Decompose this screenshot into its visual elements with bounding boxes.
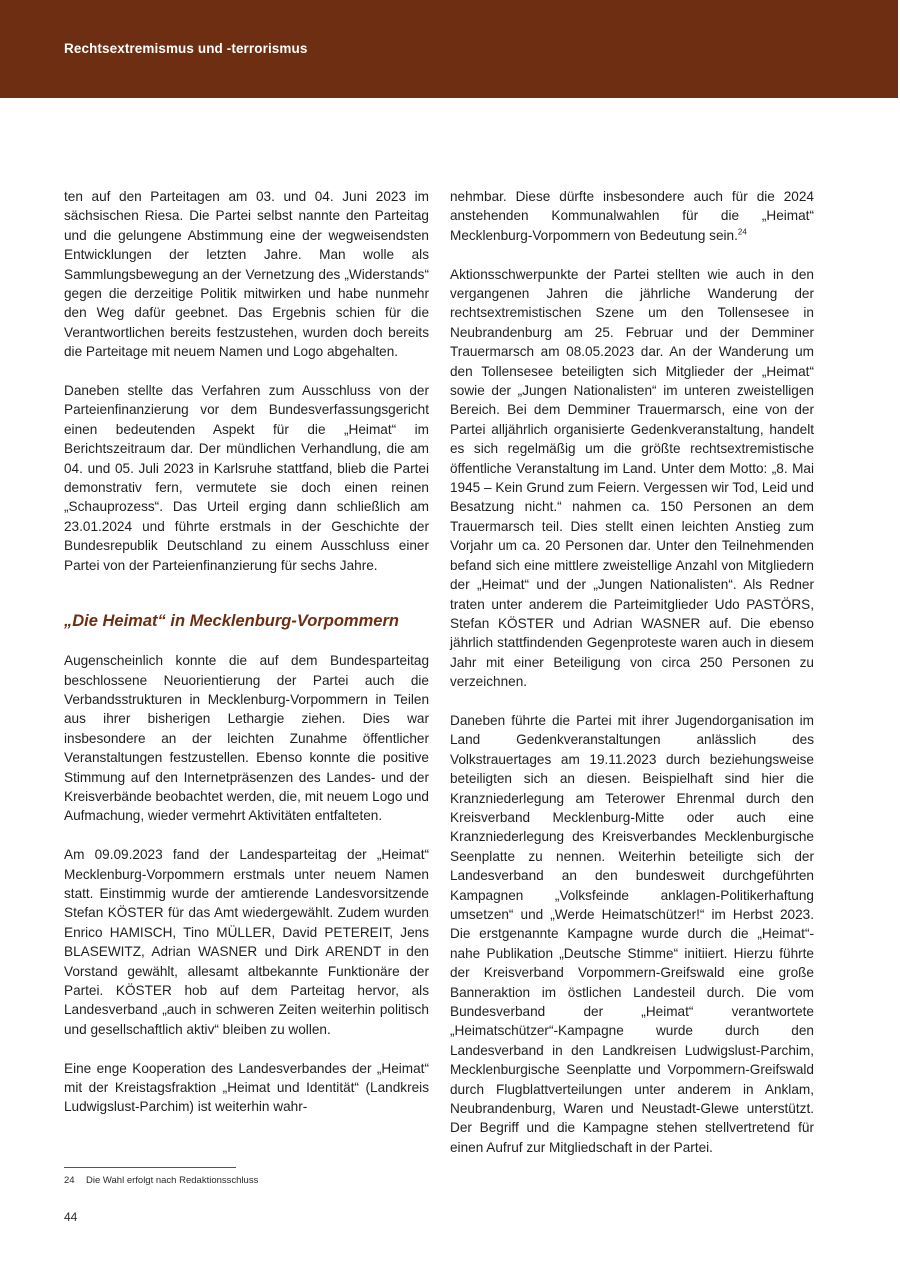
footnote-number: 24: [64, 1175, 75, 1186]
right-paragraph-2: Aktionsschwerpunkte der Partei stellten wie auch in den vergangenen Jahren die jährliche Wanderung der rechtsextremistischen Szene um den Tollensesee in Neubrandenburg am 25. Februar und der Demminer Trauermarsch am 08.05.2023 dar. An der Wanderung um den Tollensesee beteiligten sich Mitglieder der „Heimat“ sowie der „Jungen Nationalisten“ im unteren zweistelligen Bereich. Bei dem Demminer Trauermarsch, eine von der Partei alljährlich organisierte Gedenkveranstaltung, handelt es sich regelmäßig um die größte rechtsextremistische öffentliche Veranstaltung im Land. Unter dem Motto: „8. Mai 1945 – Kein Grund zum Feiern. Vergessen wir Tod, Leid und Besatzung nicht.“ nahmen ca. 150 Personen an dem Trauermarsch teil. Dies stellt einen leichten Anstieg zum Vorjahr um ca. 20 Personen dar. Unter den Teilnehmenden befand sich eine mittlere zweistellige Anzahl von Mitgliedern der „Heimat“ und der „Jungen Nationalisten“. Als Redner traten unter anderem die Parteimitglieder Udo PASTÖRS, Stefan KÖSTER und Adrian WASNER auf. Die ebenso jährlich stattfindenden Gegenproteste waren auch in diesem Jahr mit einer Beteiligung von circa 250 Personen zu verzeichnen.: [450, 266, 814, 690]
left-column: [64, 187, 429, 1117]
left-paragraph-4: Am 09.09.2023 fand der Landesparteitag der „Heimat“ Mecklenburg-Vorpommern erstmals unter neuem Namen statt. Einstimmig wurde der amtierende Landesvorsitzende Stefan KÖSTER für das Amt wiedergewählt. Zudem wurden Enrico HAMISCH, Tino MÜLLER, David PETEREIT, Jens BLASEWITZ, Adrian WASNER und Dirk ARENDT in den Vorstand gewählt, allesamt altbekannte Funktionäre der Partei. KÖSTER hob auf dem Parteitag hervor, als Landesverband „auch in schweren Zeiten weiterhin politisch und gesellschaftlich aktiv“ bleiben zu wollen.: [64, 847, 429, 1037]
footnote-reference[interactable]: 24: [737, 227, 747, 237]
section-heading: „Die Heimat“ in Mecklenburg-Vorpommern: [64, 612, 399, 631]
left-paragraph-1: ten auf den Parteitagen am 03. und 04. Juni 2023 im sächsischen Riesa. Die Partei selbst nannte den Parteitag und die gelungene Abstimmung eine der wegweisendsten Entwicklungen der letzten Jahre. Man wolle als Sammlungsbewegung an der Vernetzung des „Widerstands“ gegen die derzeitige Politik mitwirken und habe nunmehr den Weg dafür geebnet. Das Ergebnis schien für die Verantwortlichen bereits festzustehen, wurden doch bereits die Parteitage mit neuem Namen und Logo abgehalten.: [64, 189, 429, 360]
right-paragraph-1-text: nehmbar. Diese dürfte insbesondere auch für die 2024 anstehenden Kommunalwahlen für die „Heimat“ Mecklenburg-Vorpommern von Bedeutung sein.: [450, 189, 814, 243]
footnote-text: Die Wahl erfolgt nach Redaktionsschluss: [86, 1175, 259, 1186]
page-header-band: [0, 0, 898, 98]
footnote-divider: [64, 1167, 236, 1168]
header-title: Rechtsextremismus und -terrorismus: [64, 41, 308, 56]
footnote: [64, 1175, 258, 1186]
right-paragraph-3: Daneben führte die Partei mit ihrer Jugendorganisation im Land Gedenkveranstaltungen anlässlich des Volkstrauertages am 19.11.2023 durch beziehungsweise beteiligten sich an diesen. Beispielhaft sind hier die Kranzniederlegung am Teterower Ehrenmal durch den Kreisverband Mecklenburg-Mitte oder auch eine Kranzniederlegung des Kreisverbandes Mecklenburgische Seenplatte zu nennen. Weiterhin beteiligte sich der Landesverband an den bundesweit durchgeführten Kampagnen „Volksfeinde anklagen-Politikerhaftung umsetzen“ und „Werde Heimatschützer!“ im Herbst 2023. Die erstgenannte Kampagne wurde durch die „Heimat“-nahe Publikation „Deutsche Stimme“ initiiert. Hierzu führte der Kreisverband Vorpommern-Greifswald eine große Banneraktion im östlichen Landesteil durch. Die vom Bundesverband der „Heimat“ verantwortete „Heimatschützer“-Kampagne wurde durch den Landesverband in den Landkreisen Ludwigslust-Parchim, Mecklenburgische Seenplatte und Vorpommern-Greifswald durch Flugblattverteilungen unter anderem in Anklam, Neubrandenburg, Waren und Neustadt-Glewe unterstützt. Der Begriff und die Kampagne stehen stellvertretend für einen Aufruf zur Mitgliedschaft in der Partei.: [450, 712, 814, 1155]
left-paragraph-5: Eine enge Kooperation des Landesverbandes der „Heimat“ mit der Kreistagsfraktion „Heimat und Identität“ (Landkreis Ludwigslust-Parchim) ist weiterhin wahr-: [64, 1060, 429, 1115]
page-number: 44: [64, 1210, 78, 1224]
right-paragraph-1: [450, 187, 814, 245]
right-column: [450, 187, 814, 1157]
left-paragraph-3: Augenscheinlich konnte die auf dem Bundesparteitag beschlossene Neuorientierung der Partei auch die Verbandsstrukturen in Mecklenburg-Vorpommern in Teilen aus ihrer bisherigen Lethargie ziehen. Dies war insbesondere an der leichten Zunahme öffentlicher Veranstaltungen festzustellen. Ebenso konnte die positive Stimmung auf den Internetpräsenzen des Landes- und der Kreisverbände beobachtet werden, die, mit neuem Logo und Aufmachung, wieder vermehrt Aktivitäten entfalteten.: [64, 653, 429, 824]
left-paragraph-2: Daneben stellte das Verfahren zum Ausschluss von der Parteienfinanzierung vor dem Bundesverfassungsgericht einen bedeutenden Aspekt für die „Heimat“ im Berichtszeitraum dar. Der mündlichen Verhandlung, die am 04. und 05. Juli 2023 in Karlsruhe stattfand, blieb die Partei demonstrativ fern, vermutete sie doch einen reinen „Schauprozess“. Das Urteil erging dann schließlich am 23.01.2024 und führte erstmals in der Geschichte der Bundesrepublik Deutschland zu einem Ausschluss einer Partei von der Parteienfinanzierung für sechs Jahre.: [64, 383, 429, 573]
